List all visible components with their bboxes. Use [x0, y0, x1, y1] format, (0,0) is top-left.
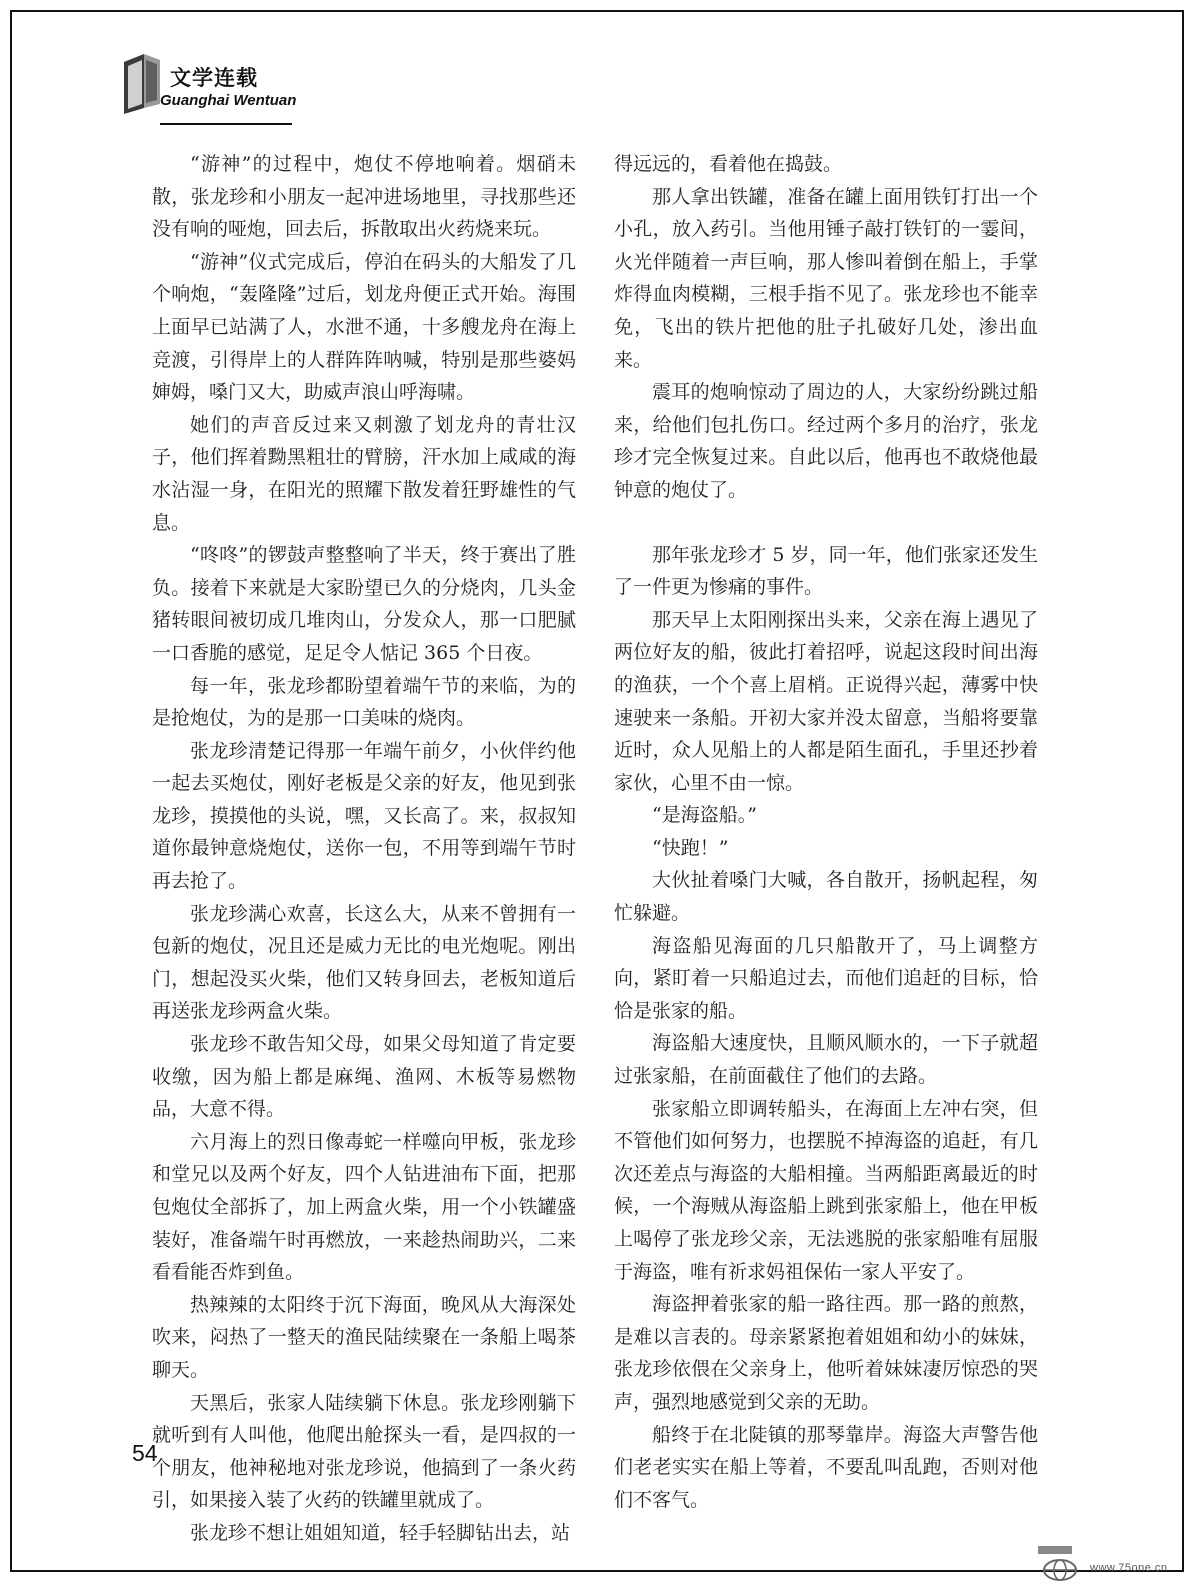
paragraph: 张龙珍满心欢喜，长这么大，从来不曾拥有一包新的炮仗，况且还是威力无比的电光炮呢。刚出门，想起没买火柴，他们又转身回去，老板知道后再送张龙珍两盒火柴。 — [152, 902, 576, 1023]
paragraph: “快跑！” — [652, 836, 729, 859]
header-divider — [160, 123, 292, 125]
paragraph: 海盗押着张家的船一路往西。那一路的煎熬，是难以言表的。母亲紧紧抱着姐姐和幼小的妹妹，张龙珍依偎在父亲身上，他听着妹妹凄厉惊恐的哭声，强烈地感觉到父亲的无助。 — [614, 1293, 1038, 1413]
paragraph: 海盗船见海面的几只船散开了，马上调整方向，紧盯着一只船追过去，而他们追赶的目标，恰恰是张家的船。 — [614, 934, 1038, 1022]
globe-logo-icon — [1030, 1540, 1086, 1584]
paragraph: 船终于在北陡镇的那琴靠岸。海盗大声警告他们老老实实在船上等着，不要乱叫乱跑，否则对他们不客气。 — [614, 1423, 1038, 1511]
paragraph: 天黑后，张家人陆续躺下休息。张龙珍刚躺下就听到有人叫他，他爬出舱探头一看，是四叔的一个朋友，他神秘地对张龙珍说，他搞到了一条火药引，如果接入装了火药的铁罐里就成了。 — [152, 1391, 576, 1512]
section-header — [120, 52, 300, 122]
paragraph: 张龙珍不想让姐姐知道，轻手轻脚钻出去，站 — [190, 1521, 571, 1544]
paragraph: 张龙珍清楚记得那一年端午前夕，小伙伴约他一起去买炮仗，刚好老板是父亲的好友，他见到张龙珍，摸摸他的头说，嘿，又长高了。来，叔叔知道你最钟意烧炮仗，送你一包，不用等到端午节时再去抢了。 — [152, 739, 576, 893]
right-column — [614, 148, 1038, 1516]
paragraph-continued: 得远远的，看着他在捣鼓。 — [614, 153, 843, 175]
column-logo-icon — [120, 52, 164, 116]
paragraph: “是海盗船。” — [652, 804, 757, 827]
section-break — [614, 507, 1038, 539]
paragraph: 六月海上的烈日像毒蛇一样噬向甲板，张龙珍和堂兄以及两个好友，四个人钻进油布下面，把那包炮仗全部拆了，加上两盒火柴，用一个小铁罐盛装好，准备端午时再燃放，一来趁热闹助兴，二来看看能否炸到鱼。 — [152, 1130, 576, 1284]
paragraph: 她们的声音反过来又刺激了划龙舟的青壮汉子，他们挥着黝黑粗壮的臂膀，汗水加上咸咸的海水沾湿一身，在阳光的照耀下散发着狂野雄性的气息。 — [152, 413, 576, 534]
site-watermark — [1030, 1540, 1180, 1584]
paragraph: “游神”的过程中，炮仗不停地响着。烟硝未散，张龙珍和小朋友一起冲进场地里，寻找那些还没有响的哑炮，回去后，拆散取出火药烧来玩。 — [152, 153, 576, 241]
paragraph: “咚咚”的锣鼓声整整响了半天，终于赛出了胜负。接着下来就是大家盼望已久的分烧肉，几头金猪转眼间被切成几堆肉山，分发众人，那一口肥腻一口香脆的感觉，足足令人惦记 365 个日夜。 — [152, 544, 576, 664]
paragraph: 那年张龙珍才 5 岁，同一年，他们张家还发生了一件更为惨痛的事件。 — [614, 543, 1038, 599]
paragraph: 震耳的炮响惊动了周边的人，大家纷纷跳过船来，给他们包扎伤口。经过两个多月的治疗，张龙珍才完全恢复过来。自此以后，他再也不敢烧他最钟意的炮仗了。 — [614, 381, 1038, 501]
page-number: 54 — [132, 1440, 158, 1466]
left-column — [152, 148, 576, 1550]
paragraph: 海盗船大速度快，且顺风顺水的，一下子就超过张家船，在前面截住了他们的去路。 — [614, 1032, 1038, 1088]
paragraph: 张家船立即调转船头，在海面上左冲右突，但不管他们如何努力，也摆脱不掉海盗的追赶，有几次还差点与海盗的大船相撞。当两船距离最近的时候，一个海贼从海盗船上跳到张家船上，他在甲板上喝停了张龙珍父亲，无法逃脱的张家船唯有屈服于海盗，唯有祈求妈祖保佑一家人平安了。 — [614, 1097, 1038, 1283]
section-subtitle: Guanghai Wentuan — [160, 92, 297, 109]
paragraph: 那天早上太阳刚探出头来，父亲在海上遇见了两位好友的船，彼此打着招呼，说起这段时间出海的渔获，一个个喜上眉梢。正说得兴起，薄雾中快速驶来一条船。开初大家并没太留意，当船将要靠近时，众人见船上的人都是陌生面孔，手里还抄着家伙，心里不由一惊。 — [614, 608, 1038, 794]
paragraph: 张龙珍不敢告知父母，如果父母知道了肯定要收缴，因为船上都是麻绳、渔网、木板等易燃物品，大意不得。 — [152, 1033, 576, 1121]
paragraph: 那人拿出铁罐，准备在罐上面用铁钉打出一个小孔，放入药引。当他用锤子敲打铁钉的一霎间，火光伴随着一声巨响，那人惨叫着倒在船上，手掌炸得血肉模糊，三根手指不见了。张龙珍也不能幸免，飞出的铁片把他的肚子扎破好几处，渗出血来。 — [614, 185, 1038, 371]
section-title: 文学连载 — [170, 66, 258, 90]
paragraph: 热辣辣的太阳终于沉下海面，晚风从大海深处吹来，闷热了一整天的渔民陆续聚在一条船上喝茶聊天。 — [152, 1293, 576, 1381]
paragraph: 大伙扯着嗓门大喊，各自散开，扬帆起程，匆忙躲避。 — [614, 869, 1038, 925]
watermark-url: www.75one.cn — [1090, 1562, 1168, 1574]
paragraph: 每一年，张龙珍都盼望着端午节的来临，为的是抢炮仗，为的是那一口美味的烧肉。 — [152, 674, 576, 730]
paragraph: “游神”仪式完成后，停泊在码头的大船发了几个响炮，“轰隆隆”过后，划龙舟便正式开始。海围上面早已站满了人，水泄不通，十多艘龙舟在海上竞渡，引得岸上的人群阵阵呐喊，特别是那些婆妈婶姆，嗓门又大，助威声浪山呼海啸。 — [152, 250, 576, 404]
